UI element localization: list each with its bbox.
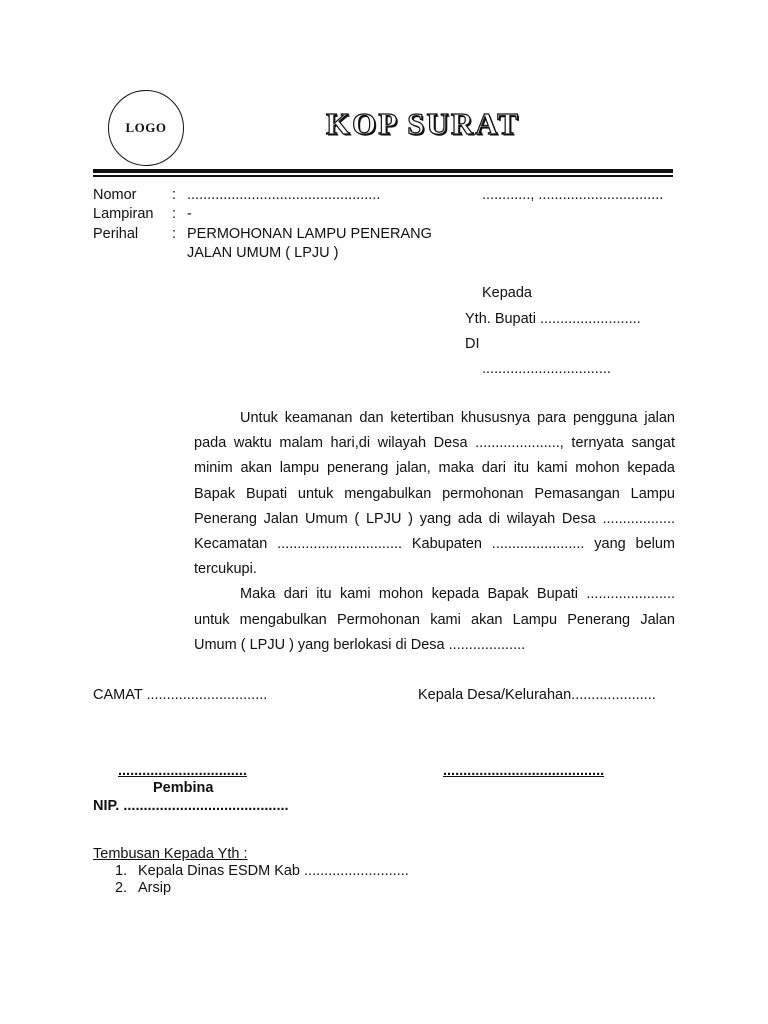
tembusan-title: Tembusan Kepada Yth : (93, 846, 248, 862)
perihal-label: Perihal (93, 226, 139, 242)
tembusan-item (93, 880, 409, 897)
lampiran-label: Lampiran (93, 206, 154, 222)
logo-label: LOGO (125, 120, 167, 135)
letterhead-rule-thick (93, 169, 673, 173)
recipient-di: DI (465, 336, 480, 352)
letter-body (194, 406, 675, 658)
lampiran-colon: : (172, 206, 177, 222)
perihal-colon: : (172, 226, 177, 242)
camat-rank: Pembina (153, 780, 214, 796)
recipient-yth: Yth. Bupati ......................... (465, 311, 641, 327)
recipient-place: ................................ (482, 361, 611, 377)
body-paragraph-1: Untuk keamanan dan ketertiban khususnya para pengguna jalan pada waktu malam hari,di wilayah Desa ....................., ternyata sangat minim akan lampu penerang jalan, maka dari itu kami mohon kepada Bapak Bupati untuk mengabulkan permohonan Pemasangan Lampu Penerang Jalan Umum ( LPJU ) yang ada di wilayah Desa .................. Kecamatan ............................... Kabupaten ....................... yang belum tercukupi. (194, 410, 675, 578)
tembusan-list (93, 863, 409, 897)
body-paragraph-2: Maka dari itu kami mohon kepada Bapak Bupati ...................... untuk mengabulkan Permohonan kami akan Lampu Penerang Jalan Umum ( LPJU ) yang berlokasi di Desa ................... (194, 586, 675, 653)
kepala-desa-label: Kepala Desa/Kelurahan..................... (418, 687, 656, 703)
recipient-kepada: Kepada (482, 285, 532, 301)
perihal-line-1: PERMOHONAN LAMPU PENERANG (187, 226, 432, 242)
nomor-value: ................................................ (187, 187, 381, 203)
tembusan-item (93, 863, 409, 880)
tembusan-item-number: 1. (115, 863, 128, 879)
letterhead-rule-thin (93, 175, 673, 177)
nomor-colon: : (172, 187, 177, 203)
kepala-desa-name-line: ........................................ (443, 763, 605, 779)
date-place: ............, ............................... (482, 187, 664, 203)
lampiran-value: - (187, 206, 192, 222)
logo-placeholder (108, 90, 184, 166)
nomor-label: Nomor (93, 187, 137, 203)
perihal-line-2: JALAN UMUM ( LPJU ) (187, 245, 339, 261)
tembusan-item-text: Arsip (138, 880, 172, 896)
tembusan-item-text: Kepala Dinas ESDM Kab .......................... (138, 863, 409, 879)
letterhead-title: KOP SURAT (326, 106, 520, 141)
tembusan-item-number: 2. (115, 880, 128, 896)
camat-nip: NIP. ......................................... (93, 798, 289, 814)
camat-label: CAMAT .............................. (93, 687, 268, 703)
camat-name-line: ................................ (118, 763, 247, 779)
